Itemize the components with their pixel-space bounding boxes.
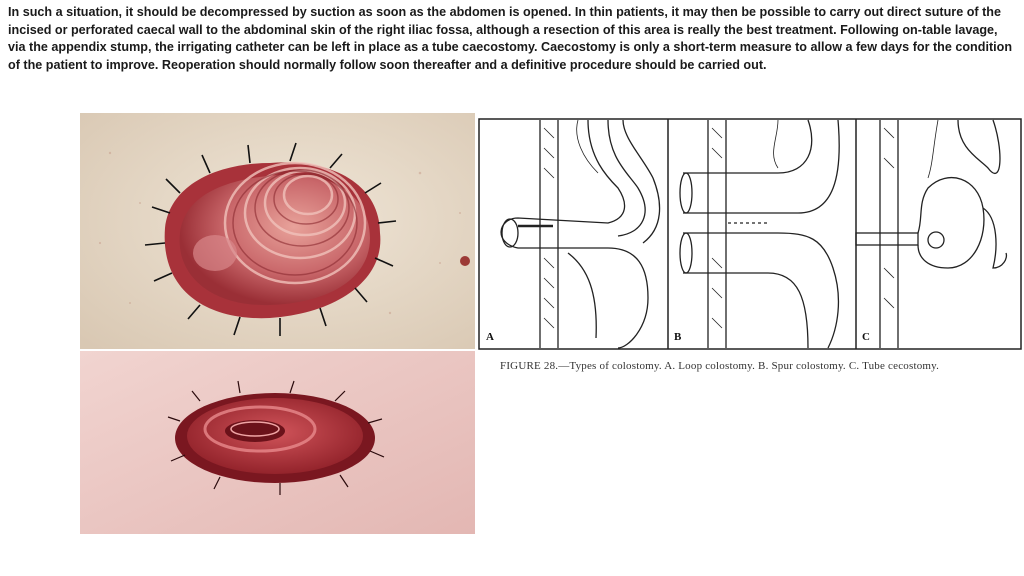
stoma-photo-bottom bbox=[80, 351, 475, 534]
colostomy-diagram bbox=[478, 118, 1022, 350]
body-paragraph: In such a situation, it should be decompressed by suction as soon as the abdomen is opened. In thin patients, it may then be possible to carry out direct suture of the incised or perforated caecal wall to the abdominal skin of the right iliac fossa, although a resection of this area is really the best treatment. Following on-table lavage, via the appendix stump, the irrigating catheter can be left in place as a tube caecostomy. Caecostomy is only a short-term measure to allow a few days for the condition of the patient to improve. Reoperation should normally follow soon thereafter and a definitive procedure should be carried out. bbox=[8, 5, 1013, 72]
panel-a-letter: A bbox=[486, 331, 494, 343]
panel-c-letter: C bbox=[862, 331, 870, 343]
stoma-photo-top bbox=[80, 113, 475, 349]
panel-b-letter: B bbox=[674, 331, 682, 343]
figure-caption: FIGURE 28.—Types of colostomy. A. Loop colostomy. B. Spur colostomy. C. Tube cecostomy. bbox=[500, 360, 940, 372]
